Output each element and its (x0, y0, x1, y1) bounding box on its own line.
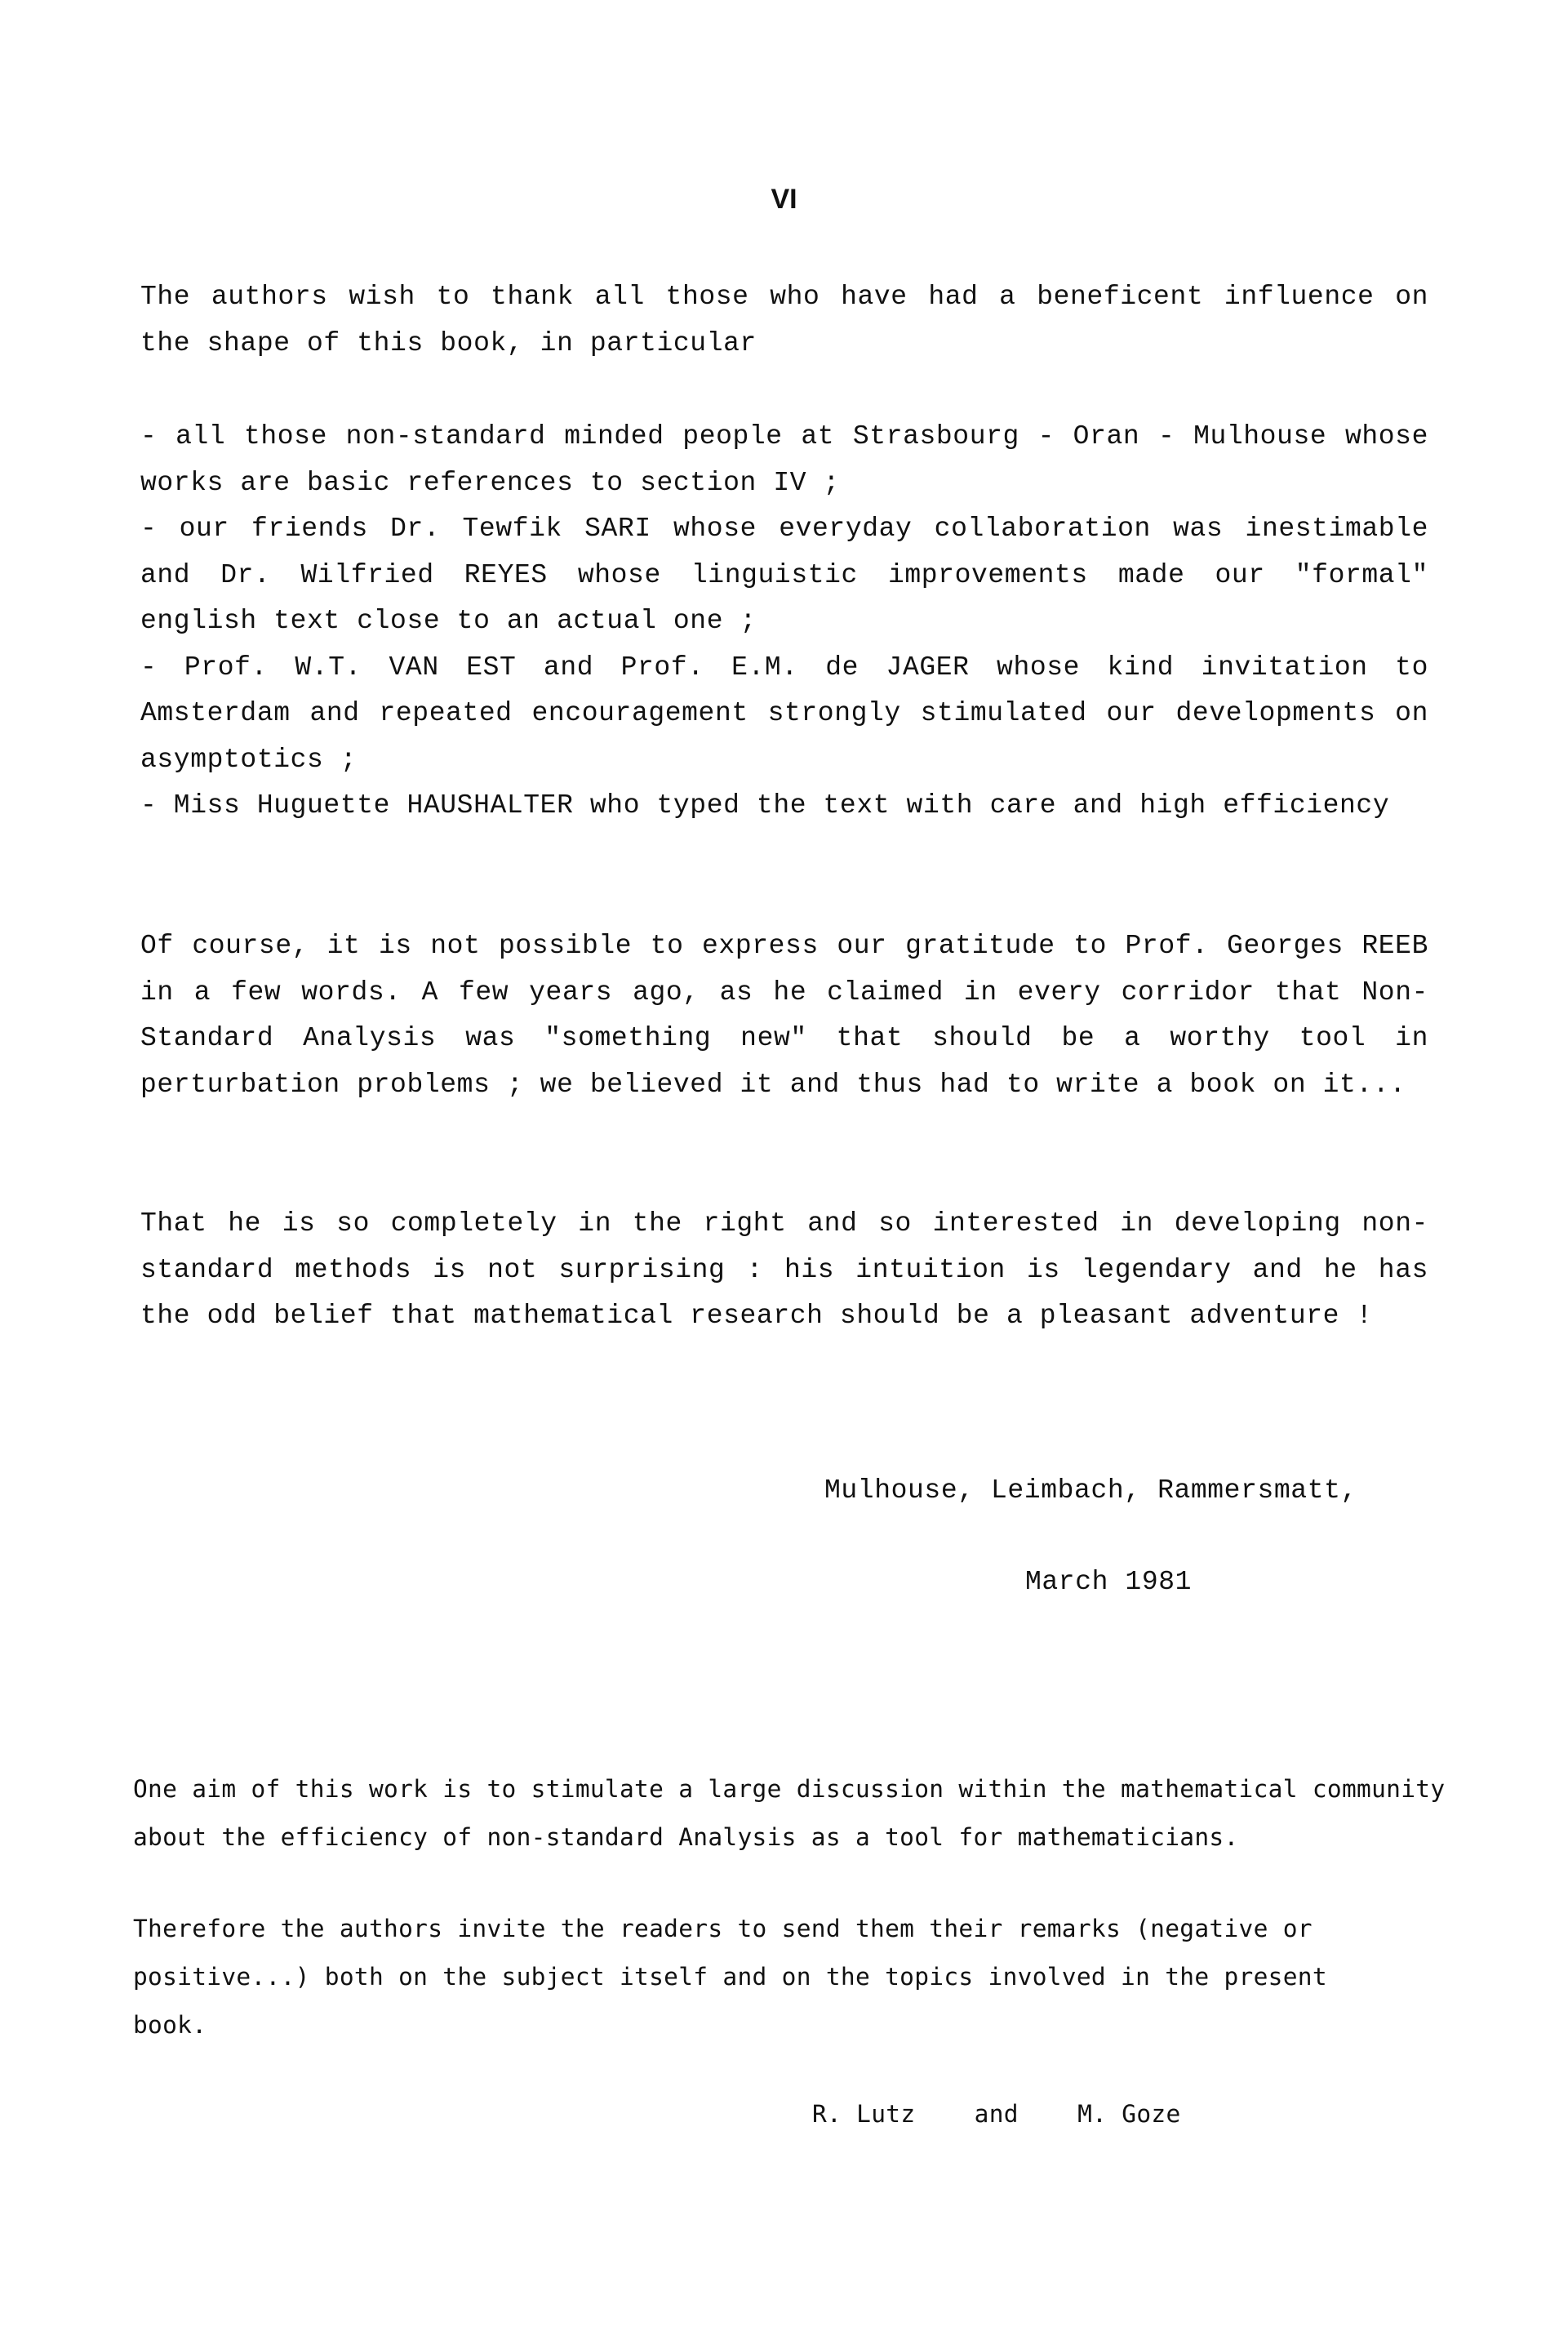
acknowledgement-list (140, 414, 1428, 830)
place-line: Mulhouse, Leimbach, Rammersmatt, (824, 1475, 1357, 1506)
page-number: VI (771, 184, 797, 215)
aim-note: One aim of this work is to stimulate a large discussion within the mathematical community about the efficiency of non-standard Analysis as a tool for mathematicians. (133, 1775, 1446, 1851)
invitation-note: Therefore the authors invite the readers to send them their remarks (negative or positive...) both on the subject itself and on the topics involved in the present book. (133, 1915, 1327, 2039)
reeb-paragraph: Of course, it is not possible to express our gratitude to Prof. Georges REEB in a few words. A few years ago, as he claimed in every corridor that Non-Standard Analysis was "something new" that should be a worthy tool in perturbation problems ; we believed it and thus had to write a book on it... (140, 931, 1428, 1100)
acknowledgement-item-amsterdam: - Prof. W.T. VAN EST and Prof. E.M. de JAGER whose kind invitation to Amsterdam and repeated encouragement strongly stimulated our developments on asymptotics ; (140, 652, 1428, 775)
legend-paragraph: That he is so completely in the right and so interested in developing non-standard methods is not surprising : his intuition is legendary and he has the odd belief that mathematical research should be a pleasant adventure ! (140, 1208, 1428, 1331)
acknowledgement-item-friends: - our friends Dr. Tewfik SARI whose everyday collaboration was inestimable and Dr. Wilfried REYES whose linguistic improvements made our "formal" english text close to an actual one ; (140, 514, 1428, 636)
author-signature: R. Lutz and M. Goze (812, 2100, 1181, 2128)
date-line: March 1981 (1025, 1567, 1193, 1597)
acknowledgement-item-strasbourg: - all those non-standard minded people at Strasbourg - Oran - Mulhouse whose works are basic references to section IV ; (140, 421, 1428, 498)
acknowledgement-item-typist: - Miss Huguette HAUSHALTER who typed the text with care and high efficiency (140, 790, 1390, 821)
acknowledgement-intro: The authors wish to thank all those who have had a beneficent influence on the shape of this book, in particular (140, 282, 1428, 358)
